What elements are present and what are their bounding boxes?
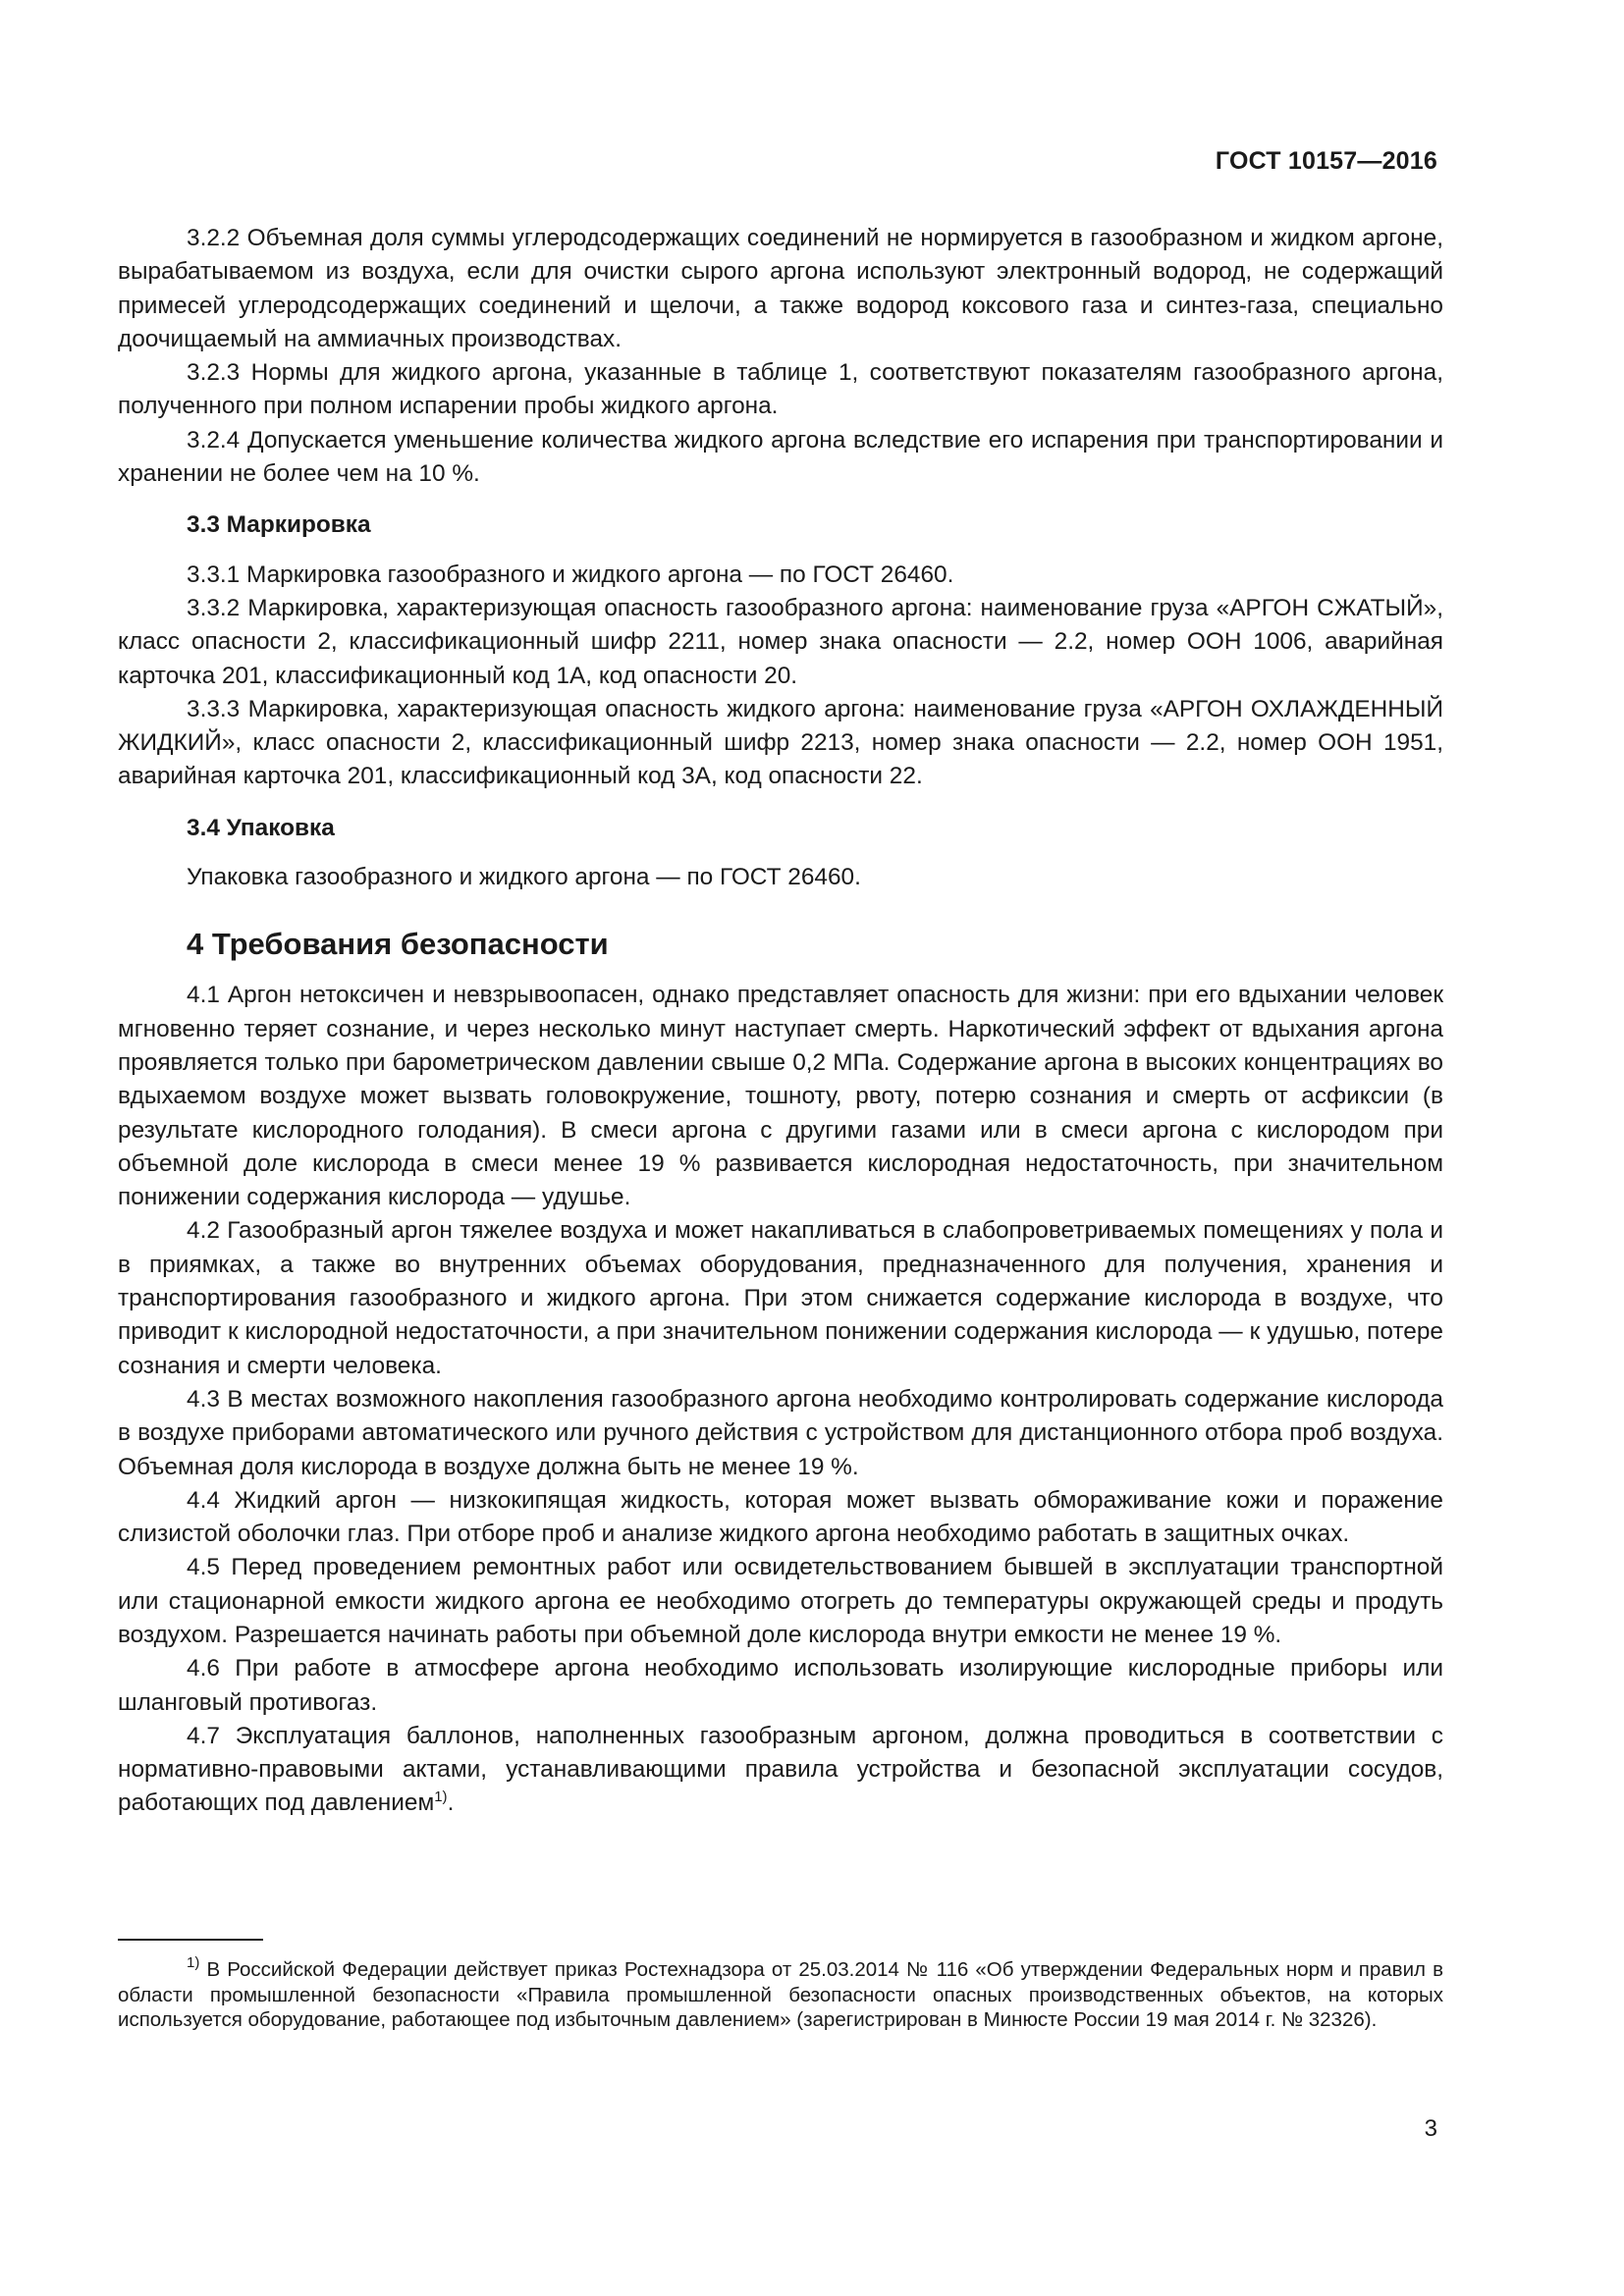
paragraph-4-3: 4.3 В местах возможного накопления газообразного аргона необходимо контролировать содержание кислорода в воздухе приборами автоматического или ручного действия с устройством для дистанционного отбора проб воздуха. Объемная доля кислорода в воздухе должна быть не менее 19 %. [118,1385,1443,1480]
footnote-mark: 1) [187,1954,200,1971]
heading-3-3: 3.3 Маркировка [187,511,371,539]
paragraph-3-4: Упаковка газообразного и жидкого аргона — по ГОСТ 26460. [187,864,861,891]
paragraph-3-2-2: 3.2.2 Объемная доля суммы углеродсодержащих соединений не нормируется в газообразном и жидком аргоне, вырабатываемом из воздуха, если для очистки сырого аргона используют электронный водород, не содержащий примесей углеродсодержащих соединений и щелочи, а также водород коксового газа и синтез-газа, специально доочищаемый на аммиачных производствах. [118,225,1443,352]
main-content [118,222,1443,1821]
paragraph-4-4: 4.4 Жидкий аргон — низкокипящая жидкость, которая может вызвать обмораживание кожи и поражение слизистой оболочки глаз. При отборе проб и анализе жидкого аргона необходимо работать в защитных очках. [118,1486,1443,1548]
footnote-paragraph [118,1954,1443,2033]
paragraph-4-2: 4.2 Газообразный аргон тяжелее воздуха и может накапливаться в слабопроветриваемых помещениях у пола и в приямках, а также во внутренних объемах оборудования, предназначенного для получения, хранения и транспортирования газообразного и жидкого аргона. При этом снижается содержание кислорода в воздухе, что приводит к кислородной недостаточности, а при значительном понижении содержания кислорода — к удушью, потере сознания и смерти человека. [118,1217,1443,1379]
heading-section-4: 4 Требования безопасности [187,927,609,962]
paragraph-4-5: 4.5 Перед проведением ремонтных работ или освидетельствованием бывшей в эксплуатации транспортной или стационарной емкости жидкого аргона ее необходимо отогреть до температуры окружающей среды и продуть воздухом. Разрешается начинать работы при объемной доле кислорода внутри емкости не менее 19 %. [118,1554,1443,1648]
footnote-text: В Российской Федерации действует приказ Ростехнадзора от 25.03.2014 № 116 «Об утверждении Федеральных норм и правил в области промышленной безопасности «Правила промышленной безопасности опасных производственных объектов, на которых используется оборудование, работающее под избыточным давлением» (зарегистрирован в Минюсте России 19 мая 2014 г. № 32326). [118,1958,1443,2031]
footnote-reference: 1) [434,1789,448,1806]
page-number: 3 [1424,2115,1437,2142]
paragraph-4-6: 4.6 При работе в атмосфере аргона необходимо использовать изолирующие кислородные приборы или шланговый противогаз. [118,1655,1443,1716]
paragraph-3-2-4: 3.2.4 Допускается уменьшение количества жидкого аргона вследствие его испарения при транспортировании и хранении не более чем на 10 %. [118,426,1443,488]
paragraph-4-1: 4.1 Аргон нетоксичен и невзрывоопасен, однако представляет опасность для жизни: при его вдыхании человек мгновенно теряет сознание, и через несколько минут наступает смерть. Наркотический эффект от вдыхания аргона проявляется только при барометрическом давлении свыше 0,2 МПа. Содержание аргона в высоких концентрациях во вдыхаемом воздухе может вызвать головокружение, тошноту, рвоту, потерю сознания и смерть от асфиксии (в результате кислородного голодания). В смеси аргона с другими газами или в смеси аргона с кислородом при объемной доле кислорода в смеси менее 19 % развивается кислородная недостаточность, при значительном понижении содержания кислорода — удушье. [118,982,1443,1211]
paragraph-3-3-3: 3.3.3 Маркировка, характеризующая опасность жидкого аргона: наименование груза «АРГОН ОХЛАЖДЕННЫЙ ЖИДКИЙ», класс опасности 2, классификационный шифр 2213, номер знака опасности — 2.2, номер ООН 1951, аварийная карточка 201, классификационный код 3А, код опасности 22. [118,695,1443,790]
paragraph-4-7-text: 4.7 Эксплуатация баллонов, наполненных газообразным аргоном, должна проводиться в соответствии с нормативно-правовыми актами, устанавливающими правила устройства и безопасной эксплуатации сосудов, работающих под давлением [118,1722,1443,1817]
paragraph-3-3-1: 3.3.1 Маркировка газообразного и жидкого аргона — по ГОСТ 26460. [187,561,954,588]
footnote-separator [118,1939,263,1941]
paragraph-4-7 [118,1720,1443,1821]
heading-3-4: 3.4 Упаковка [187,814,335,841]
document-code: ГОСТ 10157—2016 [1215,147,1437,175]
footnote [118,1954,1443,2033]
paragraph-4-7-end: . [447,1789,455,1817]
paragraph-3-3-2: 3.3.2 Маркировка, характеризующая опасность газообразного аргона: наименование груза «АРГОН СЖАТЫЙ», класс опасности 2, классификационный шифр 2211, номер знака опасности — 2.2, номер ООН 1006, аварийная карточка 201, классификационный код 1А, код опасности 20. [118,594,1443,689]
paragraph-3-2-3: 3.2.3 Нормы для жидкого аргона, указанные в таблице 1, соответствуют показателям газообразного аргона, полученного при полном испарении пробы жидкого аргона. [118,359,1443,420]
